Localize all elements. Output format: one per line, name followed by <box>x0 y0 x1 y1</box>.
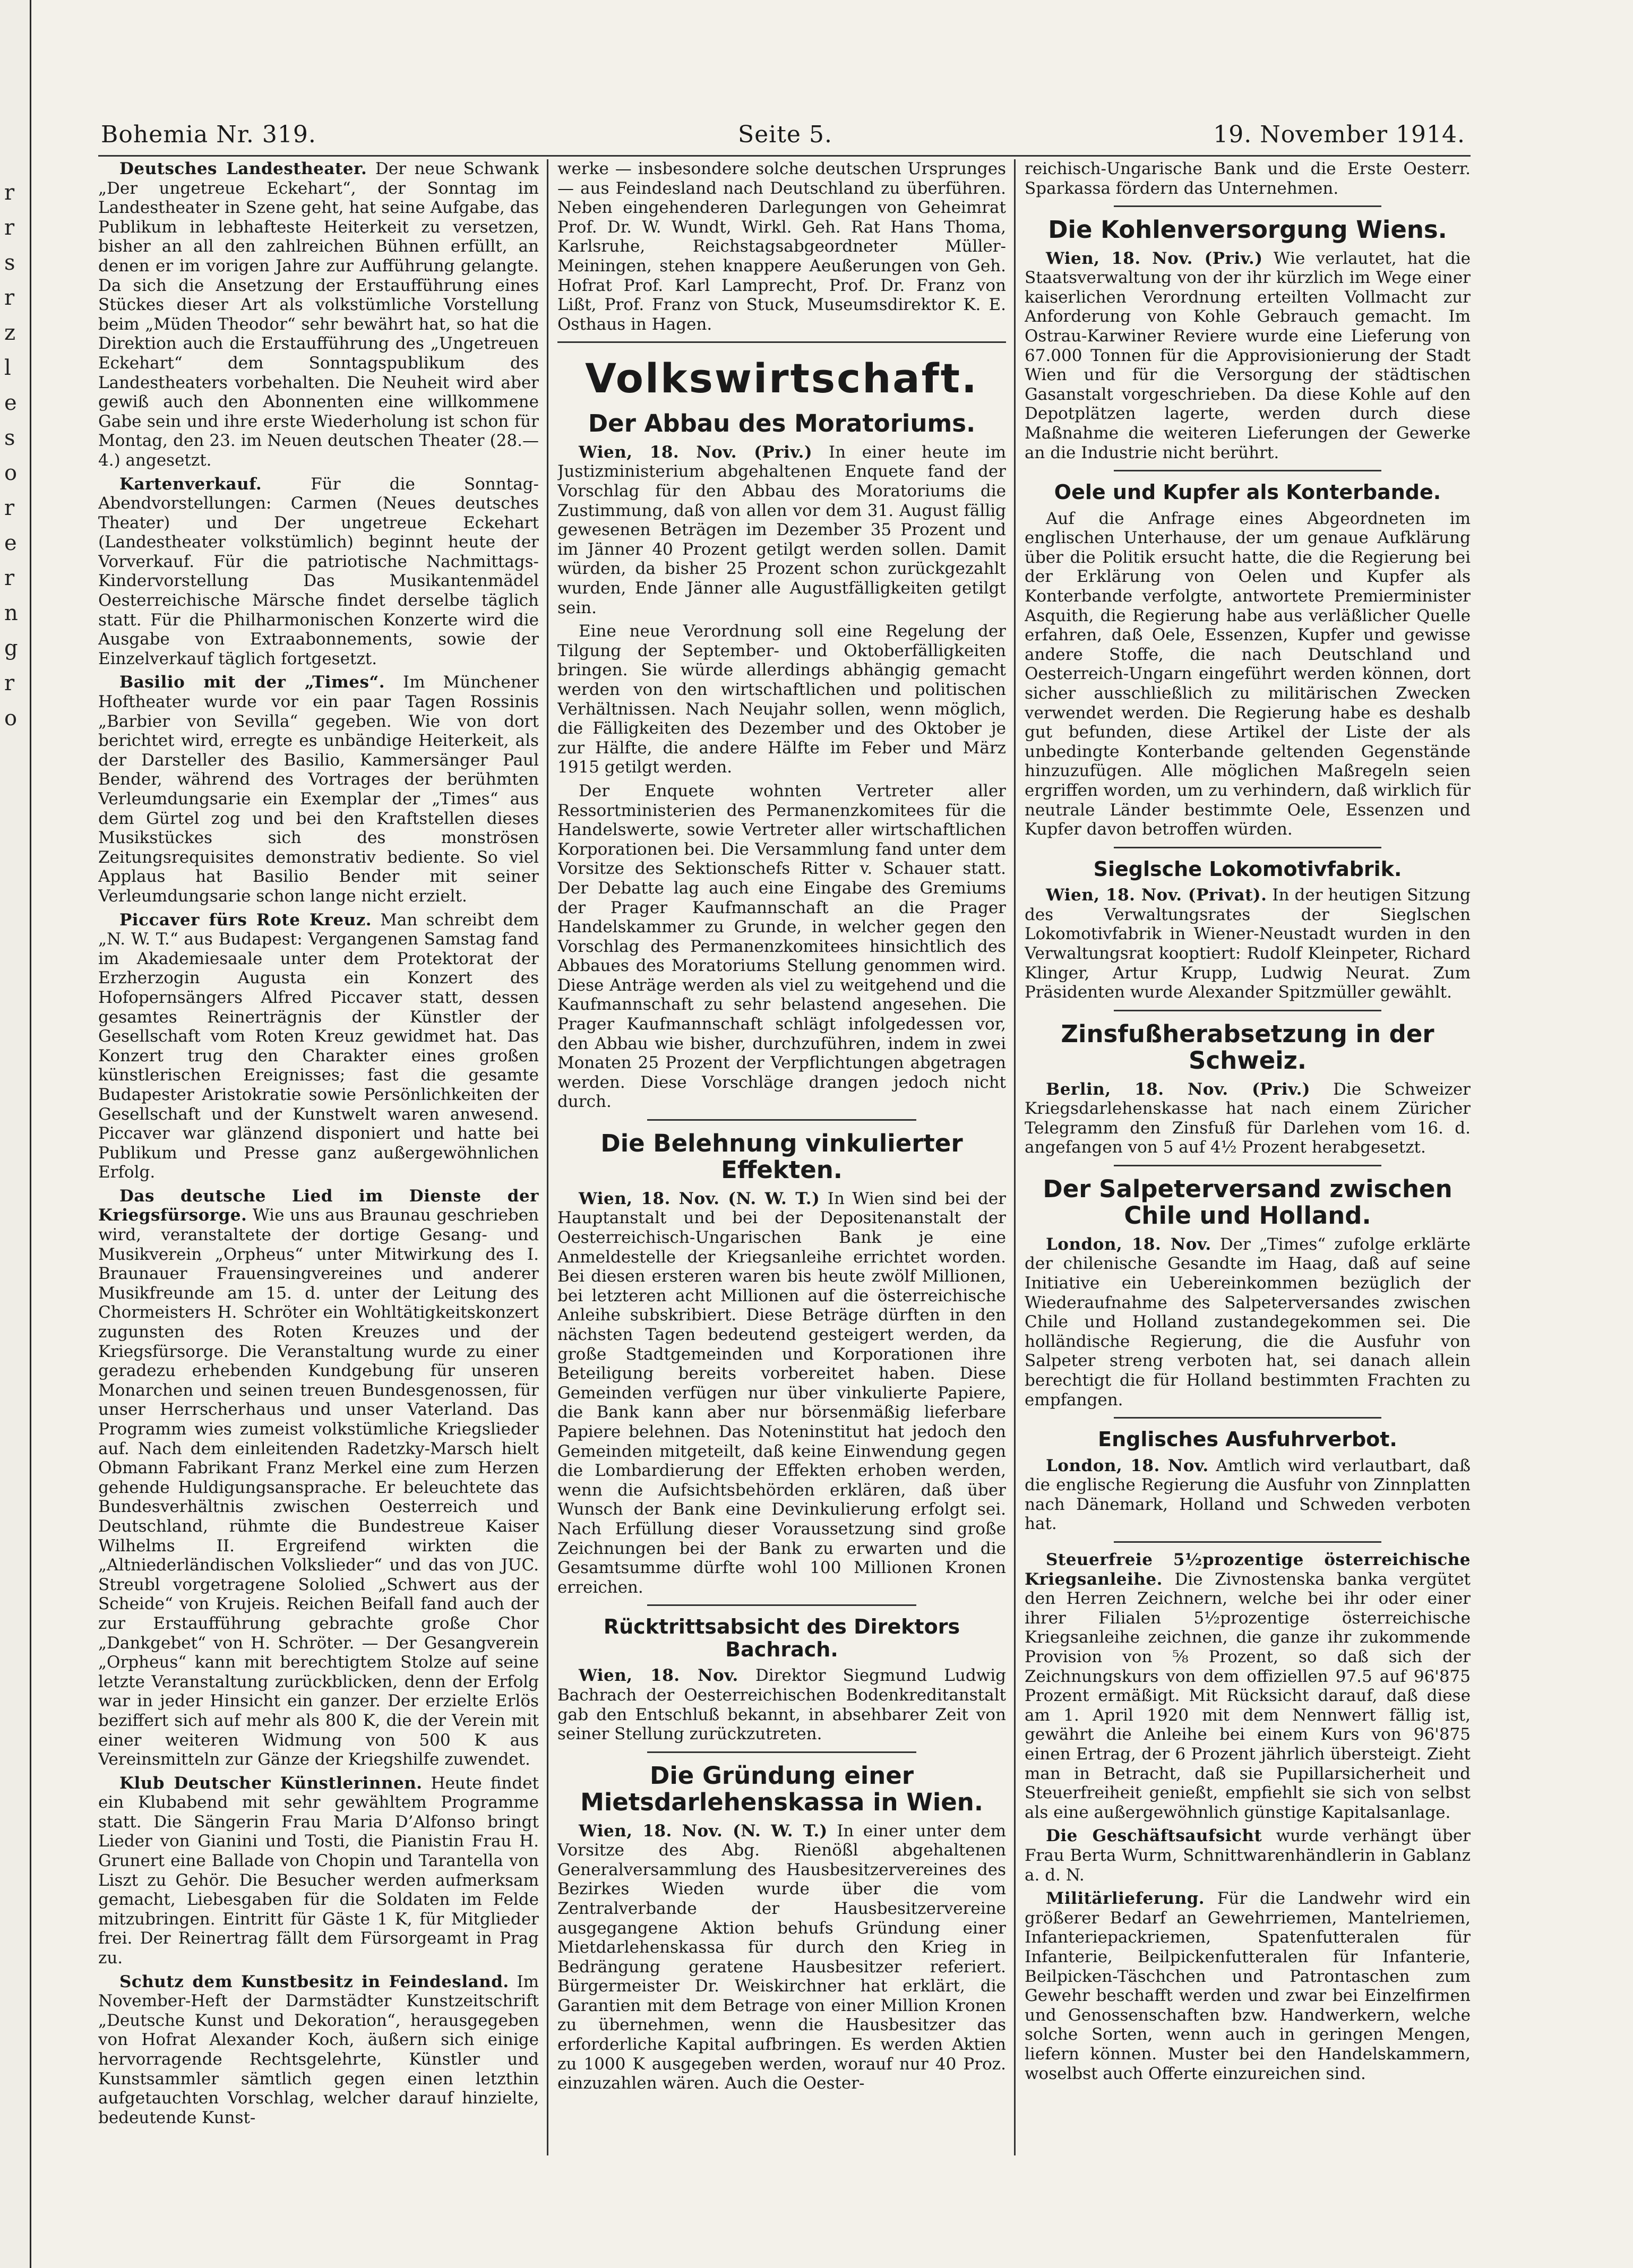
article-zinsfuss: Berlin, 18. Nov. (Priv.) Die Schweizer Kriegsdarlehenskasse hat nach einem Züricher Telegramm den Zinsfuß für Darlehen vom 16. d. angefangen von 5 auf 4½ Prozent herabgesetzt. <box>1025 1079 1471 1157</box>
article-rule <box>647 1119 916 1121</box>
article-kuenstlerinnen: Klub Deutscher Künstlerinnen. Heute findet ein Klubabend mit sehr gewähltem Programme statt. Die Sängerin Frau Maria D’Alfonso bringt Lieder von Gianini und Tosti, die Pianistin Frau H. Grunert eine Ballade von Chopin und Tarantella von Liszt zu Gehör. Die Besucher werden aufmerksam gemacht, Liebesgaben für die Soldaten im Felde mitzubringen. Eintritt für Gäste 1 K, für Mitglieder frei. Der Reinertrag fällt dem Fürsorgeamt in Prag zu. <box>98 1773 539 1968</box>
column-rule <box>547 159 548 2155</box>
article-kohle: Wien, 18. Nov. (Priv.) Wie verlautet, hat die Staatsverwaltung von der ihr kürzlich im Wege einer kaiserlichen Verordnung erteilten Vollmacht zur Anforderung von Kohle Gebrauch gemacht. Im Ostrau-Karwiner Reviere wurde eine Lieferung von 67.000 Tonnen für die Approvisionierung der Stadt Wien und für die Versorgung der städtischen Gasanstalt vorgeschrieben. Da diese Kohle auf den Depotplätzen lagerte, werden durch diese Maßnahme die weiteren Lieferungen der Gewerke an die Industrie nicht berührt. <box>1025 248 1471 462</box>
column-rule <box>1014 159 1016 2155</box>
article-mietsdarlehen: Wien, 18. Nov. (N. W. T.) In einer unter dem Vorsitze des Abg. Rienößl abgehaltenen Generalversammlung des Hausbesitzervereines des Bezirkes Wieden wurde über die vom Zentralverbande der Hausbesitzervereine ausgegangene Aktion behufs Gründung einer Mietdarlehenskassa für durch den Krieg in Bedrängung geratene Hausbesitzer referiert. Bürgermeister Dr. Weiskirchner hat erklärt, die Garantien mit dem Betrage von einer Million Kronen zu übernehmen, wenn die Hausbesitzer das erforderliche Kapital aufbringen. Es werden Aktien zu 1000 K ausgegeben werden, worauf nur 40 Proz. einzuzahlen wären. Auch die Oester- <box>557 1821 1006 2093</box>
article-continuation: reichisch-Ungarische Bank und die Erste Oesterr. Sparkassa fördern das Unternehmen. <box>1025 159 1471 198</box>
article-rule <box>1114 847 1381 848</box>
headline-mietsdarlehen: Die Gründung einer Mietsdarlehenskassa in Wien. <box>580 1761 983 1817</box>
section-rule <box>557 341 1006 343</box>
article-ausfuhrverbot: London, 18. Nov. Amtlich wird verlautbart, daß die englische Regierung die Ausfuhr von Zinnplatten nach Dänemark, Holland und Schweden verboten hat. <box>1025 1456 1471 1534</box>
article-bachrach: Wien, 18. Nov. Direktor Siegmund Ludwig Bachrach der Oesterreichischen Bodenkreditanstalt gab den Entschluß bekannt, in absehbarer Zeit von seiner Stellung zurückzutreten. <box>557 1666 1006 1744</box>
article-landestheater: Deutsches Landestheater. Der neue Schwank „Der ungetreue Eckehart“, der Sonntag im Landestheater in Szene geht, hat seine Aufgabe, das Publikum in lebhafteste Heiterkeit zu versetzen, bisher an all den zahlreichen Bühnen erfüllt, an denen er im vorigen Jahre zur Aufführung gelangte. Da sich die Ansetzung der Erstaufführung eines Stückes dieser Art als volkstümliche Vorstellung beim „Müden Theodor“ sehr bewährt hat, so hat die Direktion auch die Erstaufführung des „Ungetreuen Eckehart“ dem Sonntagspublikum des Landestheaters vorbehalten. Die Neuheit wird aber gewiß auch den Abonnenten eine willkommene Gabe sein und ihre erste Wiederholung ist schon für Montag, den 23. im Neuen deutschen Theater (28.—4.) angesetzt. <box>98 159 539 470</box>
headline-konterbande: Oele und Kupfer als Konterbande. <box>1054 480 1441 504</box>
article-salpeter: London, 18. Nov. Der „Times“ zufolge erklärte der chilenische Gesandte im Haag, daß auf seine Initiative ein Uebereinkommen bezüglich der Wiederaufnahme des Salpeterversandes zwischen Chile und Holland zustandegekommen sei. Die holländische Regierung, die die Ausfuhr von Salpeter streng verboten hat, sei danach allein berechtigt die für Holland bestimmten Frachten zu empfangen. <box>1025 1234 1471 1410</box>
article-effekten: Wien, 18. Nov. (N. W. T.) In Wien sind bei der Hauptanstalt und bei der Depositenanstalt der Oesterreichisch-Ungarischen Bank je eine Anmeldestelle der Kriegsanleihe errichtet worden. Bei diesen ersteren waren bis heute zwölf Millionen, bei letzteren acht Millionen auf die österreichische Anleihe subskribiert. Diese Beträge dürften in den nächsten Tagen bedeutend gesteigert werden, da große Stadtgemeinden und Korporationen ihre Beteiligung bereits vorbereitet haben. Diese Gemeinden verfügen nur über vinkulierte Papiere, die Bank kann aber nur börsenmäßig lieferbare Papiere belehnen. Das Noteninstitut hat jedoch den Gemeinden mitgeteilt, daß keine Einwendung gegen die Lombardierung der Effekten erhoben werden, wenn die Aufsichtsbehörden erklären, daß über Wunsch der Bank eine Devinkulierung erfolgt sei. Nach Erfüllung dieser Voraussetzung sind große Zeichnungen bei der Bank zu erwarten und die Gesamtsumme dürfte wohl 100 Millionen Kronen erreichen. <box>557 1189 1006 1597</box>
article-basilio: Basilio mit der „Times“. Im Münchener Hoftheater wurde vor ein paar Tagen Rossinis „Barbier von Sevilla“ gegeben. Wie von dort berichtet wird, erregte es unbändige Heiterkeit, als der Darsteller des Basilio, Kammersänger Paul Bender, während des Vortrages der berühmten Verleumdungsarie ein Exemplar der „Times“ aus dem Gürtel zog und bei den Kraftstellen dieses Musikstückes sich des monströsen Zeitungsrequisites demonstrativ bediente. So viel Applaus hat Basilio Bender mit seiner Verleumdungsarie schon lange nicht erzielt. <box>98 673 539 906</box>
headline-moratorium: Der Abbau des Moratoriums. <box>588 409 976 438</box>
headline-zinsfuss: Zinsfußherabsetzung in der Schweiz. <box>1061 1019 1434 1075</box>
article-rule <box>1114 1010 1381 1011</box>
article-rule <box>647 1751 916 1753</box>
edge-letters: r r s r z l e s o r e r n g r o <box>4 181 18 731</box>
article-deutsches-lied: Das deutsche Lied im Dienste der Kriegsfürsorge. Wie uns aus Braunau geschrieben wird, veranstaltete der dortige Gesang- und Musikverein „Orpheus“ unter Mitwirkung des I. Braunauer Frauensingvereines und anderer Musikfreunde am 15. d. unter der Leitung des Chormeisters H. Schröter ein Wohltätigkeitskonzert zugunsten des Roten Kreuzes und der Kriegsfürsorge. Die Veranstaltung wurde zu einer geradezu erhebenden Kundgebung für unseren Monarchen und seinen treuen Bundesgenossen, für unser Herrscherhaus und unser Vaterland. Das Programm wies zumeist volkstümliche Kriegslieder auf. Nach dem einleitenden Radetzky-Marsch hielt Obmann Fabrikant Franz Merkel eine zum Herzen gehende Huldigungsansprache. Er beleuchtete das Bundesverhältnis zwischen Oesterreich und Deutschland, rühmte die Bundestreue Kaiser Wilhelms II. Ergreifend wirkten die „Altniederländischen Volkslieder“ und das von JUC. Streubl vorgetragene Sololied „Schwert aus der Scheide“ von Krujeis. Reichen Beifall fand auch der zur Erstaufführung gebrachte große Chor „Dankgebet“ von H. Schröter. — Der Gesangverein „Orpheus“ kann mit berechtigtem Stolze auf seine letzte Veranstaltung zurückblicken, denn der Erfolg war in jeder Hinsicht ein ganzer. Der erzielte Erlös beziffert sich auf mehr als 800 K, die der Verein mit einer weiteren Widmung von 500 K aus Vereinsmitteln zur Gänze der Kriegshilfe zuwendet. <box>98 1186 539 1769</box>
column-2 <box>557 159 1006 2161</box>
issue-number: Bohemia Nr. 319. <box>101 121 316 148</box>
page-header <box>101 121 1465 153</box>
article-kriegsanleihe: Steuerfreie 5½prozentige österreichische Kriegsanleihe. Die Zivnostenska banka vergütet den Herren Zeichnern, welche bei ihr oder einer ihrer Filialen 5½prozentige österreichische Kriegsanleihe zeichnen, die ganze ihr zukommende Provision von ⅝ Prozent, so daß sich der Zeichnungskurs von dem offiziellen 97.5 auf 96'875 Prozent ermäßigt. Mit Rücksicht darauf, daß diese am 1. April 1920 mit dem Nennwert fällig ist, gewährt die Anleihe bei einem Kurs von 96'875 einen Ertrag, der 6 Prozent jährlich übersteigt. Zieht man in Betracht, daß sie Pupillarsicherheit und Steuerfreiheit genießt, empfiehlt sie sich von selbst als eine außergewöhnlich günstige Kapitalsanlage. <box>1025 1550 1471 1822</box>
headline-effekten: Die Belehnung vinkulierter Effekten. <box>600 1129 963 1184</box>
page-number: Seite 5. <box>738 121 832 148</box>
column-3 <box>1025 159 1471 2161</box>
article-rule <box>647 1604 916 1606</box>
article-konterbande: Auf die Anfrage eines Abgeordneten im englischen Unterhause, der um genaue Aufklärung über die Politik ersucht hatte, die die Regierung bei der Erklärung von Oelen und Kupfer als Konterbande verfolgte, antwortete Premierminister Asquith, die Regierung habe aus verläßlicher Quelle erfahren, daß Oele, Essenzen, Kupfer und gewisse andere Stoffe, die nach Deutschland und Oesterreich-Ungarn eingeführt werden können, dort sicher ausschließlich zu militärischen Zwecken verwendet werden. Die Regierung habe es deshalb gut befunden, diese Artikel der Liste der als unbedingte Konterbande geltenden Gegenstände hinzuzufügen. Alle möglichen Maßregeln seien ergriffen worden, um zu verhindern, daß wirklich für neutrale Länder bestimmte Oele, Essenzen und Kupfer davon betroffen würden. <box>1025 509 1471 839</box>
article-piccaver: Piccaver fürs Rote Kreuz. Man schreibt dem „N. W. T.“ aus Budapest: Vergangenen Samstag fand im Akademiesaale unter dem Protektorat der Erzherzogin Augusta ein Konzert des Hofopernsängers Alfred Piccaver statt, dessen gesamtes Reinerträgnis der Künstler der Gesellschaft vom Roten Kreuz gewidmet hat. Das Konzert trug den Charakter eines großen künstlerischen Ereignisses; fast die gesamte Budapester Aristokratie sowie Persönlichkeiten der Gesellschaft und der Kunstwelt waren anwesend. Piccaver war glänzend disponiert und hatte bei Publikum und Presse ganz außergewöhnlichen Erfolg. <box>98 910 539 1182</box>
article-rule <box>1114 1165 1381 1166</box>
article-moratorium-p1: Wien, 18. Nov. (Priv.) In einer heute im Justizministerium abgehaltenen Enquete fand der Vorschlag für den Abbau des Moratoriums die Zustimmung, daß von allen vor dem 31. August fällig gewesenen Beträgen im Dezember 35 Prozent und im Jänner 40 Prozent getilgt werden sollen. Damit würden, da bisher 25 Prozent schon zurückgezahlt wurden, Ende Jänner alle Augustfälligkeiten getilgt sein. <box>557 442 1006 617</box>
article-moratorium-p2: Eine neue Verordnung soll eine Regelung der Tilgung der September- und Oktoberfälligkeiten bringen. Sie würde allerdings abhängig gemacht werden von den wirtschaftlichen und politischen Verhältnissen. Nach Neujahr sollen, wenn möglich, die Fälligkeiten des Dezember und des Oktober je zur Hälfte, die andere Hälfte im Feber und März 1915 getilgt werden. <box>557 622 1006 777</box>
article-lokomotivfabrik: Wien, 18. Nov. (Privat). In der heutigen Sitzung des Verwaltungsrates der Sieglschen Lokomotivfabrik in Wiener-Neustadt wurden in den Verwaltungsrat kooptiert: Rudolf Kleinpeter, Richard Klinger, Artur Krupp, Ludwig Neurat. Zum Präsidenten wurde Alexander Spitzmüller gewählt. <box>1025 886 1471 1002</box>
article-kunstbesitz: Schutz dem Kunstbesitz in Feindesland. Im November-Heft der Darmstädter Kunstzeitschrift „Deutsche Kunst und Dekoration“, herausgegeben von Hofrat Alexander Koch, äußern sich einige hervorragende Rechtsgelehrte, Künstler und Kunstsammler sämtlich gegen einen letzthin aufgetauchten Vorschlag, welcher darauf hinzielte, bedeutende Kunst- <box>98 1972 539 2127</box>
headline-bachrach: Rücktrittsabsicht des Direktors Bachrach. <box>603 1615 960 1661</box>
article-rule <box>1114 470 1381 471</box>
header-rule <box>98 155 1471 157</box>
article-rule <box>1114 205 1381 207</box>
section-title: Volkswirtschaft. <box>585 355 978 402</box>
article-moratorium-p3: Der Enquete wohnten Vertreter aller Ressortministerien des Permanenzkomitees für die Handelswerte, sowie Vertreter aller wirtschaftlichen Korporationen bei. Die Versammlung fand unter dem Vorsitze des Sektionschefs Ritter v. Schauer statt. Der Debatte lag auch eine Eingabe des Gremiums der Prager Kaufmannschaft an die Prager Handelskammer zu Grunde, in welcher gegen den Vorschlag des Permanenzkomitees hinsichtlich des Abbaues des Moratoriums Stellung genommen wird. Diese Anträge werden als viel zu weitgehend und die Kaufmannschaft zu sehr belastend angesehen. Die Prager Kaufmannschaft schlägt infolgedessen vor, den Abbau wie bisher, durchzuführen, indem in zwei Monaten 25 Prozent der Verpflichtungen abgetragen werden. Diese Vorschläge drangen jedoch nicht durch. <box>557 781 1006 1112</box>
article-rule <box>1114 1417 1381 1419</box>
adjacent-page-edge <box>0 0 31 2268</box>
headline-ausfuhrverbot: Englisches Ausfuhrverbot. <box>1098 1428 1397 1451</box>
headline-kohle: Die Kohlenversorgung Wiens. <box>1048 216 1447 244</box>
headline-lokomotivfabrik: Sieglsche Lokomotivfabrik. <box>1093 857 1402 881</box>
article-kartenverkauf: Kartenverkauf. Für die Sonntag-Abendvorstellungen: Carmen (Neues deutsches Theater) und Der ungetreue Eckehart (Landestheater volkstümlich) beginnt heute der Vorverkauf. Für die patriotische Nachmittags-Kindervorstellung Das Musikantenmädel Oesterreichische Märsche findet derselbe täglich statt. Für die Philharmonischen Konzerte wird die Ausgabe von Extraabonnements, sowie der Einzelverkauf täglich fortgesetzt. <box>98 474 539 668</box>
article-geschaeftsaufsicht: Die Geschäftsaufsicht wurde verhängt über Frau Berta Wurm, Schnittwarenhändlerin in Gablanz a. d. N. <box>1025 1826 1471 1885</box>
article-militaerlieferung: Militärlieferung. Für die Landwehr wird ein größerer Bedarf an Gewehrriemen, Mantelriemen, Infanteriepackriemen, Spatenfutteralen für Infanterie, Beilpickenfutteralen für Infanterie, Beilpicken-Täschchen und Patrontaschen zum Gewehr beschafft werden und zwar bei Einzelfirmen und Genossenschaften bzw. Handwerkern, welche solche Sorten, wenn auch in geringen Mengen, liefern können. Muster bei den Handelskammern, woselbst auch Offerte einzureichen sind. <box>1025 1889 1471 2083</box>
headline-salpeter: Der Salpeterversand zwischen Chile und Holland. <box>1043 1175 1452 1230</box>
issue-date: 19. November 1914. <box>1213 121 1465 148</box>
article-continuation: werke — insbesondere solche deutschen Ursprunges — aus Feindesland nach Deutschland zu überführen. Neben eingehenderen Darlegungen von Geheimrat Prof. Dr. W. Wundt, Wirkl. Geh. Rat Hans Thoma, Karlsruhe, Reichstagsabgeordneter Müller-Meiningen, stehen knappere Aeußerungen von Geh. Hofrat Prof. Karl Lamprecht, Prof. Dr. Franz von Lißt, Prof. Franz von Stuck, Museumsdirektor K. E. Osthaus in Hagen. <box>557 159 1006 334</box>
column-1 <box>98 159 539 2166</box>
article-rule <box>1114 1541 1381 1543</box>
